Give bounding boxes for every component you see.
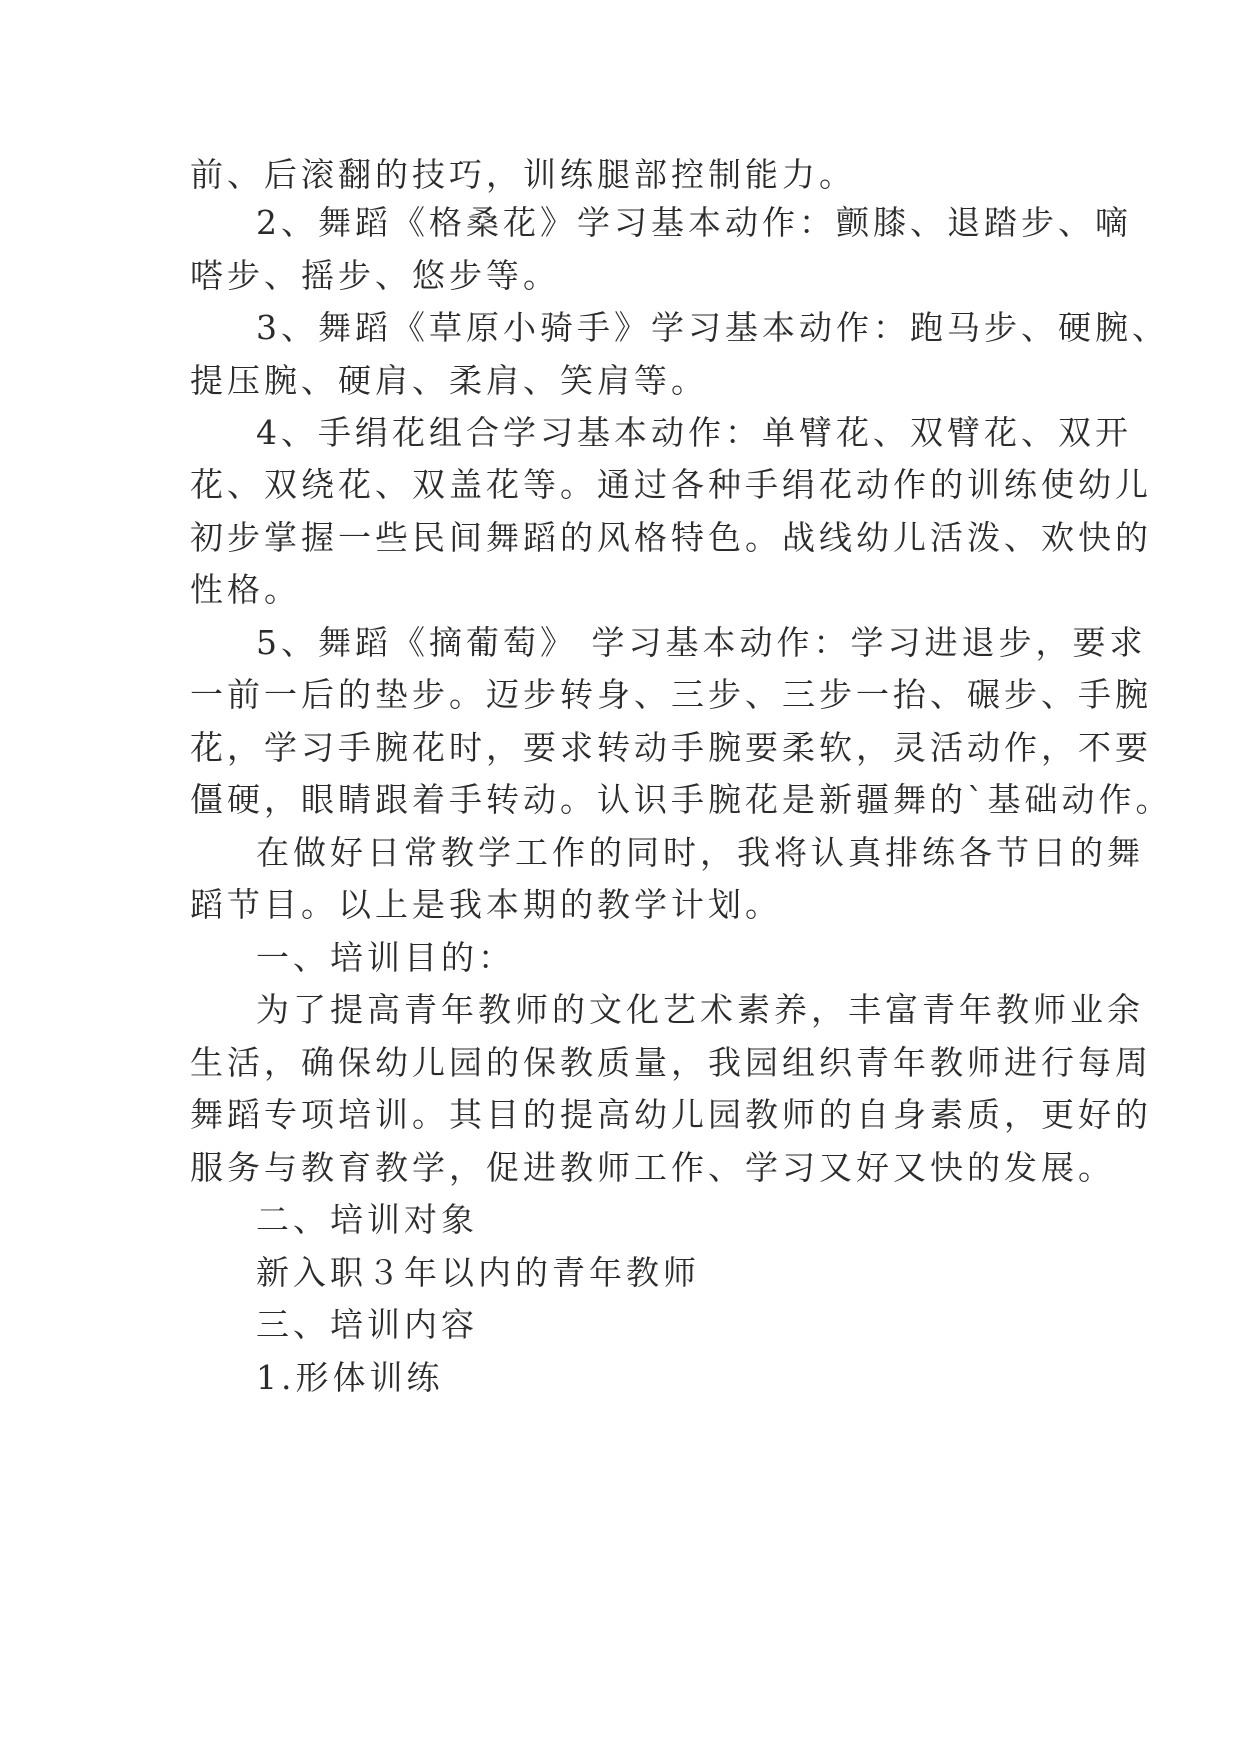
paragraph-line: 新入职３年以内的青年教师 — [256, 1253, 700, 1292]
text-line: 僵硬，眼睛跟着手转动。认识手腕花是新疆舞的`基础动作。 — [190, 780, 1173, 819]
text-line: 服务与教育教学，促进教师工作、学习又好又快的发展。 — [190, 1148, 1115, 1187]
text-line: 花、双绕花、双盖花等。通过各种手绢花动作的训练使幼儿 — [190, 465, 1152, 504]
text-line: 花，学习手腕花时，要求转动手腕要柔软，灵活动作，不要 — [190, 728, 1152, 767]
section-heading: 一、培训目的： — [256, 938, 515, 977]
list-item-line: 2、舞蹈《格桑花》学习基本动作：颤膝、退踏步、嘀 — [256, 203, 1132, 242]
list-item-line: 4、手绢花组合学习基本动作：单臂花、双臂花、双开 — [256, 413, 1132, 452]
text-line: 性格。 — [190, 570, 301, 609]
section-heading: 三、培训内容 — [256, 1305, 478, 1344]
paragraph-line: 为了提高青年教师的文化艺术素养，丰富青年教师业余 — [256, 990, 1144, 1029]
text-line: 生活，确保幼儿园的保教质量，我园组织青年教师进行每周 — [190, 1043, 1152, 1082]
text-line: 蹈节目。以上是我本期的教学计划。 — [190, 885, 782, 924]
section-heading: 二、培训对象 — [256, 1200, 478, 1239]
subsection-heading: 1.形体训练 — [256, 1358, 444, 1397]
text-line: 初步掌握一些民间舞蹈的风格特色。战线幼儿活泼、欢快的 — [190, 518, 1152, 557]
list-item-line: 5、舞蹈《摘葡萄》 学习基本动作：学习进退步，要求 — [256, 623, 1147, 662]
text-line: 前、后滚翻的技巧，训练腿部控制能力。 — [190, 155, 856, 194]
paragraph-line: 在做好日常教学工作的同时，我将认真排练各节日的舞 — [256, 833, 1144, 872]
text-line: 提压腕、硬肩、柔肩、笑肩等。 — [190, 361, 708, 400]
text-line: 一前一后的垫步。迈步转身、三步、三步一抬、碾步、手腕 — [190, 675, 1152, 714]
list-item-line: 3、舞蹈《草原小骑手》学习基本动作：跑马步、硬腕、 — [256, 308, 1169, 347]
text-line: 嗒步、摇步、悠步等。 — [190, 256, 560, 295]
text-line: 舞蹈专项培训。其目的提高幼儿园教师的自身素质，更好的 — [190, 1095, 1152, 1134]
